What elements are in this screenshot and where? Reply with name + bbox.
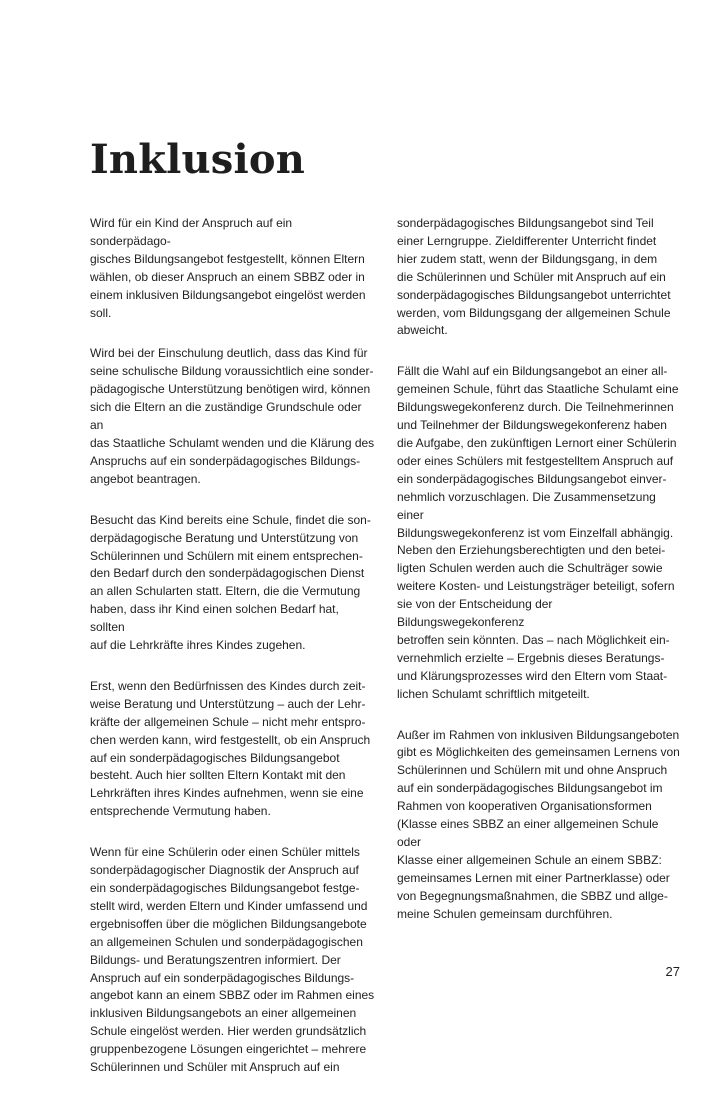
paragraph: Fällt die Wahl auf ein Bildungsangebot an einer all- gemeinen Schule, führt das Staatliche Schulamt eine Bildungswegekonferenz durch. Die Teilnehmerinnen und Teilnehmer der Bildungswegekonferenz haben die Aufgabe, den zukünftigen Lernort einer Schülerin oder eines Schülers mit festgestelltem Anspruch auf ein sonderpädagogisches Bildungsangebot einver- nehmlich vorzuschlagen. Die Zusammensetzung einer Bildungswegekonferenz ist vom Einzelfall abhängig. Neben den Erziehungsberechtigten und den betei- ligten Schulen werden auch die Schulträger sowie weitere Kosten- und Leistungsträger beteiligt, sofern sie von der Entscheidung der Bildungswegekonferenz betroffen sein könnten. Das – nach Möglichkeit ein- vernehmlich erzielte – Ergebnis dieses Beratungs- und Klärungsprozesses wird den Eltern vom Staat- lichen Schulamt schriftlich mitgeteilt. [397,364,679,701]
paragraph: Wenn für eine Schülerin oder einen Schüler mittels sonderpädagogischer Diagnostik der Anspruch auf ein sonderpädagogisches Bildungsangebot festge- stellt wird, werden Eltern und Kinder umfassend und ergebnisoffen über die möglichen Bildungsangebote an allgemeinen Schulen und sonderpädagogischen Bildungs- und Beratungszentren informiert. Der Anspruch auf ein sonderpädagogisches Bildungs- angebot kann an einem SBBZ oder im Rahmen eines inklusiven Bildungsangebots an einer allgemeinen Schule eingelöst werden. Hier werden grundsätzlich gruppenbezogene Lösungen eingerichtet – mehrere Schülerinnen und Schüler mit Anspruch auf ein [90,845,375,1075]
paragraph: sonderpädagogisches Bildungsangebot sind Teil einer Lerngruppe. Zieldifferenter Unterricht findet hier zudem statt, wenn der Bildungsgang, in dem die Schülerinnen und Schüler mit Anspruch auf ein sonderpädagogisches Bildungsangebot unterrichtet werden, vom Bildungsgang der allgemeinen Schule abweicht. [397,216,671,338]
paragraph: Wird bei der Einschulung deutlich, dass das Kind für seine schulische Bildung voraussichtlich eine sonder- pädagogische Unterstützung benötigen wird, können sich die Eltern an die zuständige Grundschule oder an das Staatliche Schulamt wenden und die Klärung des Anspruchs auf ein sonderpädagogisches Bildungs- angebot beantragen. [90,346,375,486]
paragraph: Wird für ein Kind der Anspruch auf ein sonderpädago- gisches Bildungsangebot festgestellt, können Eltern wählen, ob dieser Anspruch an einem SBBZ oder in einem inklusiven Bildungsangebot eingelöst werden soll. [90,216,366,320]
text-column-right [397,215,683,947]
paragraph: Besucht das Kind bereits eine Schule, findet die son- derpädagogische Beratung und Unterstützung von Schülerinnen und Schülern mit einem entsprechen- den Bedarf durch den sonderpädagogischen Dienst an allen Schularten statt. Eltern, die die Vermutung haben, dass ihr Kind einen solchen Bedarf hat, sollten auf die Lehrkräfte ihres Kindes zugehen. [90,512,371,653]
page-title: Inklusion [90,136,306,183]
paragraph: Außer im Rahmen von inklusiven Bildungsangeboten gibt es Möglichkeiten des gemeinsamen Lernens von Schülerinnen und Schülern mit und ohne Anspruch auf ein sonderpädagogisches Bildungsangebot im Rahmen von kooperativen Organisationsformen (Klasse eines SBBZ an einer allgemeinen Schule oder Klasse einer allgemeinen Schule an einem SBBZ: gemeinsames Lernen mit einer Partnerklasse) oder von Begegnungsmaßnahmen, die SBBZ und allge- meine Schulen gemeinsam durchführen. [397,727,680,921]
paragraph: Erst, wenn den Bedürfnissen des Kindes durch zeit- weise Beratung und Unterstützung – auch der Lehr- kräfte der allgemeinen Schule – nicht mehr entspro- chen werden kann, wird festgestellt, ob ein Anspruch auf ein sonderpädagogisches Bildungsangebot besteht. Auch hier sollten Eltern Kontakt mit den Lehrkräften ihres Kindes aufnehmen, wenn sie eine entsprechende Vermutung haben. [90,678,371,819]
page-number: 27 [665,964,680,979]
text-column-left [90,215,376,1100]
